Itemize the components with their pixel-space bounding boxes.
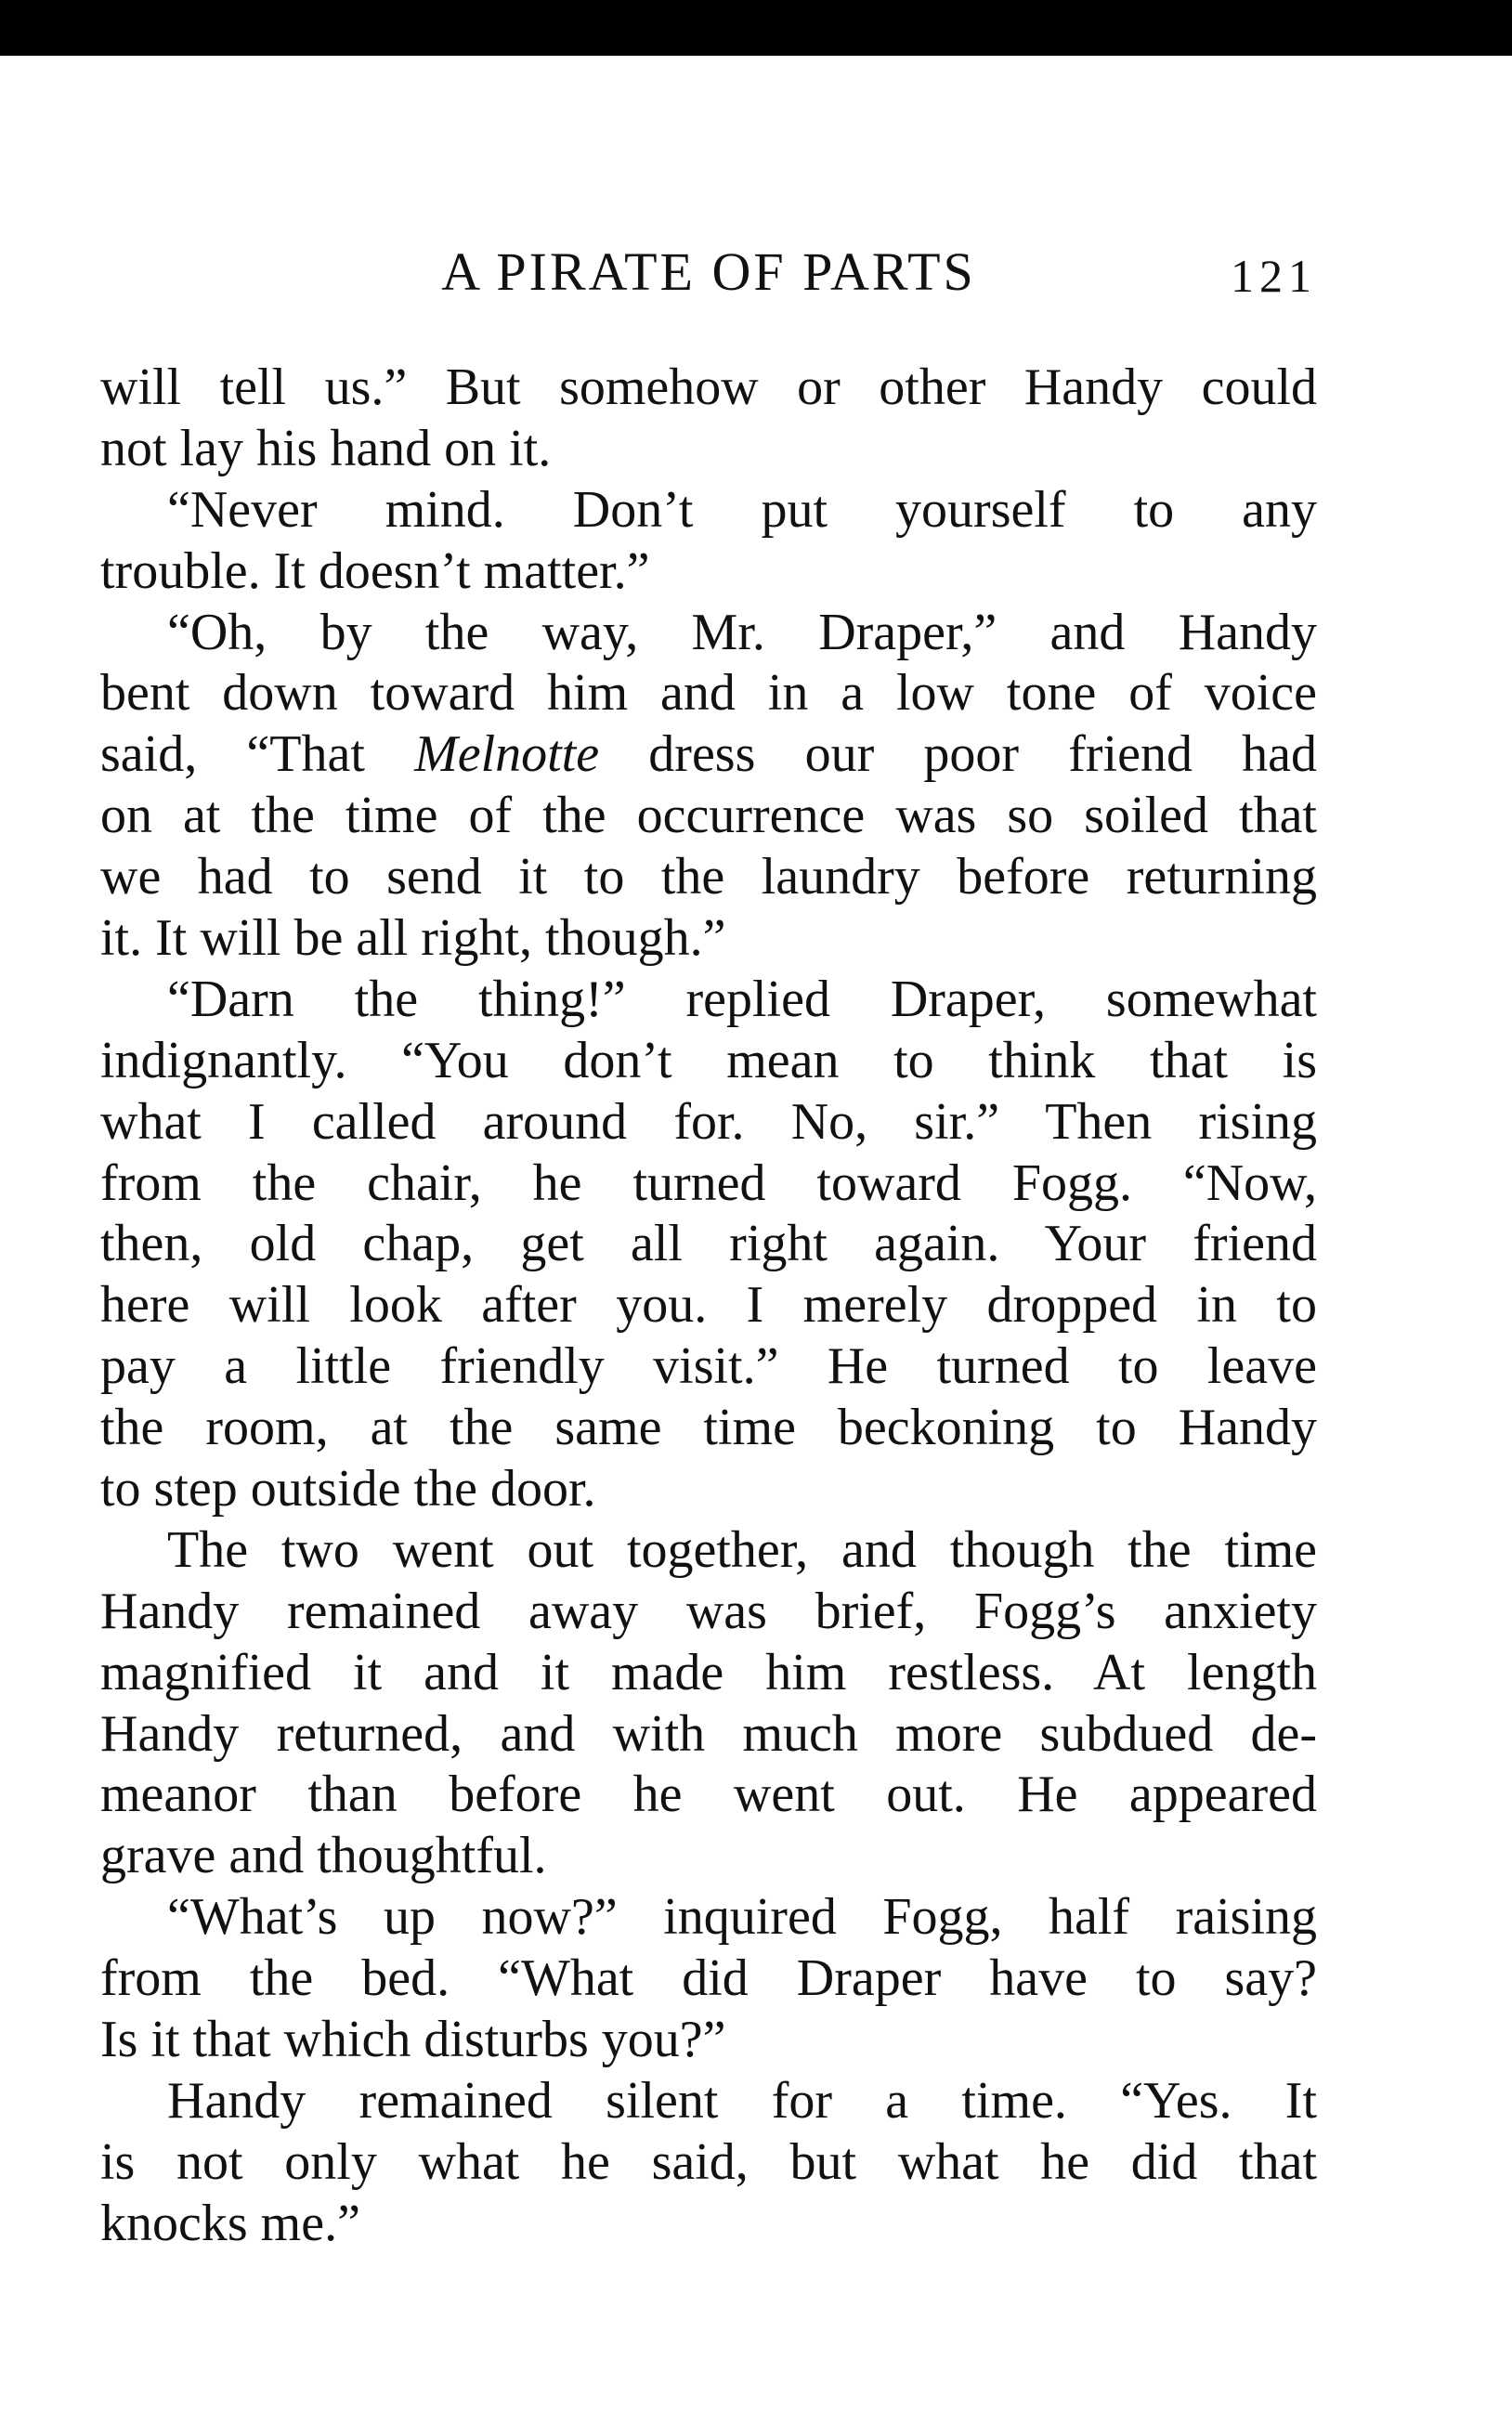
text-line: “Never mind. Don’t put yourself to any: [167, 480, 1317, 539]
text-line: to step outside the door.: [100, 1460, 596, 1518]
text-line: trouble. It doesn’t matter.”: [100, 541, 650, 600]
text-line: Is it that which disturbs you?”: [100, 2011, 726, 2069]
text-line: then, old chap, get all right again. Your friend: [100, 1215, 1317, 1273]
text-line: the room, at the same time beckoning to Handy: [100, 1399, 1317, 1457]
text-line: “Oh, by the way, Mr. Draper,” and Handy: [167, 603, 1317, 661]
top-black-bar: [0, 0, 1512, 56]
text-line: on at the time of the occurrence was so soiled that: [100, 787, 1317, 845]
page-number: 121: [1231, 250, 1317, 302]
text-segment: said, “That: [100, 725, 415, 784]
text-line: grave and thoughtful.: [100, 1827, 547, 1885]
text-line: “Darn the thing!” replied Draper, somewhat: [167, 970, 1317, 1028]
text-line: it. It will be all right, though.”: [100, 909, 726, 968]
text-segment: dress our poor friend had: [599, 725, 1317, 784]
text-line: we had to send it to the laundry before returning: [100, 848, 1317, 906]
text-line: Handy returned, and with much more subdued de-: [100, 1704, 1317, 1763]
text-line: from the chair, he turned toward Fogg. “Now,: [100, 1153, 1317, 1212]
text-line: Handy remained silent for a time. “Yes. It: [167, 2071, 1317, 2130]
italic-title: Melnotte: [414, 725, 600, 784]
text-line: not lay his hand on it.: [100, 419, 552, 477]
text-line: pay a little friendly visit.” He turned to leave: [100, 1337, 1317, 1396]
body-text: [100, 358, 1317, 2255]
text-line: bent down toward him and in a low tone of voice: [100, 664, 1317, 723]
text-line: The two went out together, and though the time: [167, 1520, 1317, 1579]
running-head: [100, 240, 1317, 305]
running-title: A PIRATE OF PARTS: [441, 241, 976, 302]
text-line: knocks me.”: [100, 2194, 360, 2252]
text-line: what I called around for. No, sir.” Then rising: [100, 1092, 1317, 1151]
text-line: indignantly. “You don’t mean to think that is: [100, 1031, 1317, 1089]
text-line: from the bed. “What did Draper have to say?: [100, 1949, 1317, 2008]
text-line: magnified it and it made him restless. At length: [100, 1643, 1317, 1701]
text-line: is not only what he said, but what he did that: [100, 2132, 1317, 2191]
text-line: will tell us.” But somehow or other Handy could: [100, 358, 1317, 416]
text-line: here will look after you. I merely dropped in to: [100, 1276, 1317, 1335]
text-line: meanor than before he went out. He appeared: [100, 1766, 1317, 1824]
text-line: “What’s up now?” inquired Fogg, half raising: [167, 1888, 1317, 1947]
text-line: [100, 724, 1317, 786]
text-line: Handy remained away was brief, Fogg’s anxiety: [100, 1582, 1317, 1640]
